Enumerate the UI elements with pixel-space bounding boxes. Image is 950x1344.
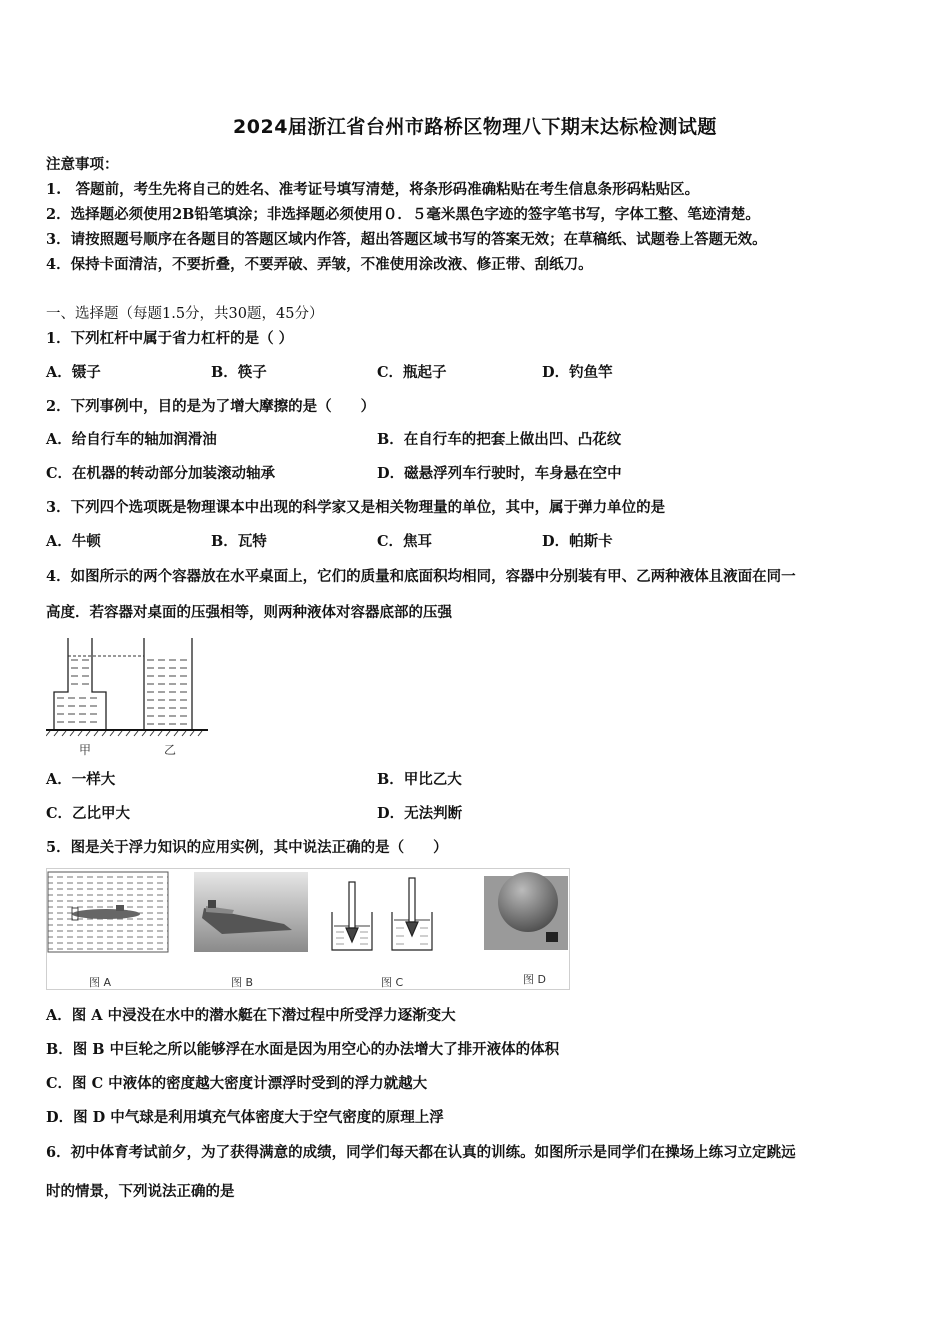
q5-label-c: 图 C: [381, 976, 404, 989]
q1-option-a: A．镊子: [46, 364, 101, 381]
q6-stem-line-1: 6．初中体育考试前夕，为了获得满意的成绩，同学们每天都在认真的训练。如图所示是同学们在操场上练习立定跳远: [46, 1144, 796, 1161]
q5-label-a: 图 A: [89, 976, 112, 989]
notice-item-4: 4．保持卡面清洁，不要折叠，不要弄破、弄皱，不准使用涂改液、修正带、刮纸刀。: [46, 256, 593, 273]
q4-option-d: D．无法判断: [377, 805, 463, 822]
q4-containers-figure: [46, 634, 216, 758]
q2-option-b: B．在自行车的把套上做出凹、凸花纹: [377, 431, 622, 448]
q3-option-d: D．帕斯卡: [542, 533, 613, 550]
q3-option-c: C．焦耳: [377, 533, 433, 550]
q2-option-d: D．磁悬浮列车行驶时，车身悬在空中: [377, 465, 622, 482]
q5-option-c: C．图 C 中液体的密度越大密度计漂浮时受到的浮力就越大: [46, 1075, 428, 1092]
q2-stem: 2．下列事例中，目的是为了增大摩擦的是（ ）: [46, 398, 376, 415]
q5-option-d: D．图 D 中气球是利用填充气体密度大于空气密度的原理上浮: [46, 1109, 444, 1126]
q4-stem-line-2: 高度．若容器对桌面的压强相等，则两种液体对容器底部的压强: [46, 604, 452, 621]
fig-b-ship: [194, 872, 308, 952]
q5-label-d: 图 D: [523, 973, 546, 986]
q3-stem: 3．下列四个选项既是物理课本中出现的科学家又是相关物理量的单位，其中，属于弹力单位的是: [46, 499, 666, 516]
q5-stem: 5．图是关于浮力知识的应用实例，其中说法正确的是（ ）: [46, 839, 448, 856]
q1-option-c: C．瓶起子: [377, 364, 447, 381]
notice-item-1: 1. 答题前，考生先将自己的姓名、准考证号填写清楚，将条形码准确粘贴在考生信息条形码粘贴区。: [46, 181, 700, 198]
q4-stem-line-1: 4．如图所示的两个容器放在水平桌面上，它们的质量和底面积均相同，容器中分别装有甲、乙两种液体且液面在同一: [46, 568, 796, 585]
q4-option-b: B．甲比乙大: [377, 771, 462, 788]
fig-a-submarine: [48, 872, 168, 952]
q3-option-a: A．牛顿: [46, 533, 101, 550]
section-heading: 一、选择题（每题1.5分，共30题，45分）: [46, 306, 324, 322]
notice-item-3: 3．请按照题号顺序在各题目的答题区域内作答，超出答题区域书写的答案无效；在草稿纸、试题卷上答题无效。: [46, 231, 767, 248]
notice-heading: 注意事项：: [46, 156, 119, 173]
q1-option-d: D．钓鱼竿: [542, 364, 613, 381]
q2-option-a: A．给自行车的轴加润滑油: [46, 431, 217, 448]
q4-label-jia: 甲: [79, 743, 92, 757]
q3-option-b: B．瓦特: [211, 533, 267, 550]
q1-option-b: B．筷子: [211, 364, 267, 381]
q4-option-c: C．乙比甲大: [46, 805, 131, 822]
notice-item-2: 2．选择题必须使用2B铅笔填涂；非选择题必须使用０．５毫米黑色字迹的签字笔书写，字体工整、笔迹清楚。: [46, 206, 760, 223]
q4-option-a: A．一样大: [46, 771, 116, 788]
fig-c-hydrometers: [332, 878, 432, 950]
q4-label-yi: 乙: [164, 743, 177, 757]
q5-figures: [46, 868, 570, 990]
q1-stem: 1．下列杠杆中属于省力杠杆的是（ ）: [46, 330, 294, 347]
q5-label-b: 图 B: [231, 976, 254, 989]
fig-d-balloon: [484, 872, 568, 950]
q6-stem-line-2: 时的情景，下列说法正确的是: [46, 1183, 235, 1200]
q2-option-c: C．在机器的转动部分加装滚动轴承: [46, 465, 276, 482]
exam-title: 2024届浙江省台州市路桥区物理八下期末达标检测试题: [233, 116, 717, 138]
q5-option-b: B．图 B 中巨轮之所以能够浮在水面是因为用空心的办法增大了排开液体的体积: [46, 1041, 560, 1058]
q5-option-a: A．图 A 中浸没在水中的潜水艇在下潜过程中所受浮力逐渐变大: [46, 1007, 456, 1024]
